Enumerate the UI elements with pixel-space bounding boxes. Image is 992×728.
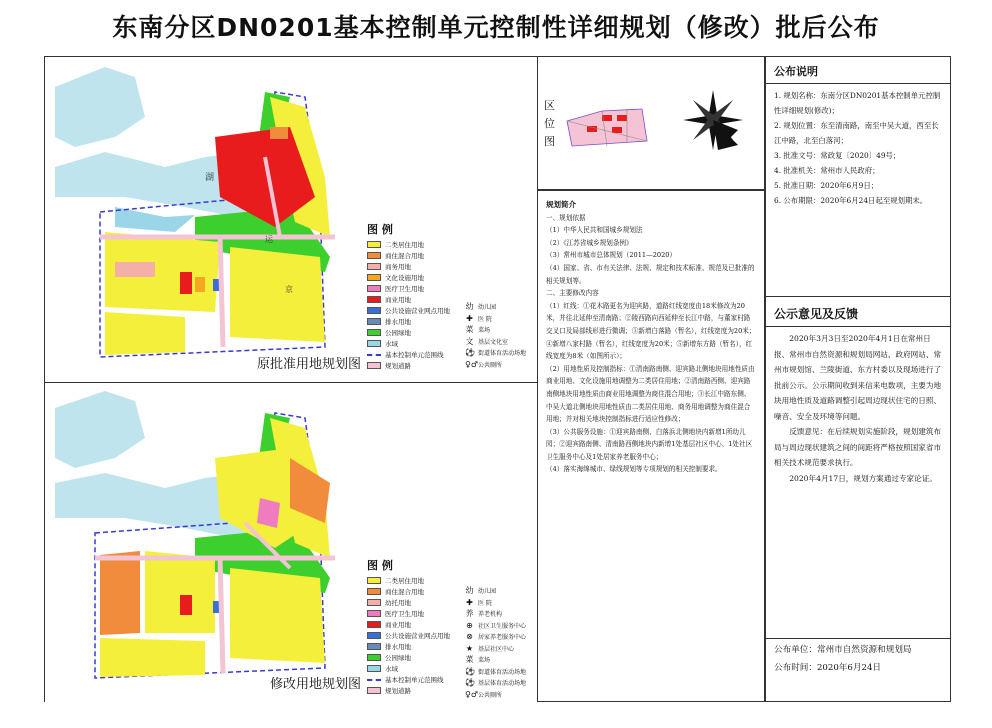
river-label: 运 [265,235,273,244]
legend-label: 商住混合用地 [385,588,424,596]
symbol-label: 公共厕所 [478,691,503,699]
legend-title-revised: 图 例 [367,559,393,572]
symbols_b-symbol-item [465,643,526,655]
page-title: 东南分区DN0201基本控制单元控制性详细规划（修改）批后公布 [112,13,880,42]
intro-line: （4）国家、省、市有关法律、法规、规定和技术标准、规范及已批准的相关规划等。 [546,263,755,285]
sports-icon: ⚽ [465,348,475,358]
symbols_b-symbol-item [465,654,526,666]
hospital-icon: ✚ [466,597,473,607]
symbol-label: 街道体育活动场地 [478,350,527,358]
legend-swatch [367,621,381,628]
hospital-icon: ✚ [466,313,473,323]
symbols_a-symbol-item [465,347,526,359]
intro-line: 一、规划依据 [546,213,586,222]
legend_a-legend-item [367,283,535,294]
feedback-paragraph: 2020年4月17日，规划方案通过专家论证。 [789,473,937,483]
legend-label: 幼托用地 [385,599,411,607]
legend_a-legend-item [367,250,535,261]
intro-line: （3）公共服务设施：①迎宾路南侧、白落浜北侧地块内新增1所幼儿园；②迎宾路南侧、清南路西侧地块内新增1处基层社区中心、1处社区卫生服务中心及1处居家养老服务中心； [546,427,753,461]
basic-sports-icon: ⚽ [465,678,475,688]
symbol-label: 基层文化室 [478,338,509,346]
legend-swatch [367,263,381,270]
north-arrow-icon [678,85,748,155]
legend-label: 基本控制单元范围线 [385,351,444,359]
symbol-label: 基层体育活动场地 [478,680,527,688]
legend_a-legend-item [367,272,535,283]
symbols_a-symbol-item [465,336,526,348]
notice-line: 5. 批准日期：2020年6月9日； [774,181,879,190]
symbols_b-symbol-item [465,597,526,609]
original-plan-map [44,56,537,382]
symbol-label: 基层社区中心 [478,645,515,653]
symbol-label: 社区卫生服务中心 [478,622,527,630]
symbol-label: 菜场 [478,327,491,335]
legend-swatch [367,329,381,336]
legend-swatch [367,340,381,347]
legend-label: 医疗卫生用地 [385,285,424,293]
legend-swatch [367,599,381,606]
elderly-care-icon: 养 [465,609,474,619]
facility-symbols-revised [465,585,526,700]
intro-line: （2）用地性质及控制指标：①清南路南侧、迎宾路北侧地块用地性质由商业用地、文化设施用地调整为二类居住用地；②清南路西侧、迎宾路南侧地块用地性质由商业用地调整为商住混合用地；③长江中路东侧、中吴大道北侧地块用地性质由二类居住用地、商务用地调整为商住混合用地；并对相关地块控制指标进行适应性修改； [546,364,755,424]
symbol-label: 幼儿园 [478,588,497,596]
notice-line: 1. 规划名称：东南分区DN0201基本控制单元控制性详细规划(修改)； [774,91,941,115]
symbols_b-symbol-item [465,666,526,678]
symbols_b-symbol-item [465,620,526,632]
symbol-label: 街道体育活动场地 [478,668,527,676]
legend-label: 商住混合用地 [385,252,424,260]
legend-swatch [367,362,381,369]
legend_a-legend-item [367,239,535,250]
symbols_a-symbol-item [465,313,526,325]
location-map-label: 区位图 [544,99,555,148]
legend-swatch [367,654,381,661]
legend-swatch [367,632,381,639]
legend-swatch [367,679,381,681]
legend-swatch [367,643,381,650]
intro-heading: 规划简介 [546,200,576,209]
vegetable-market-icon: 菜 [465,325,474,335]
feedback-paragraph: 2020年3月3日至2020年4月1日在常州日报、常州市自然资源和规划局网站、政府网站、常州市规划馆、兰陵街道、东方村委以及现场进行了批前公示。公示期间收到来信来电数项，主要为地块用地性质及道路调整引起周边现状住宅的日照、噪音、安全及环境等问题。 [774,334,942,421]
legend-label: 排水用地 [385,318,411,326]
legend-swatch [367,252,381,259]
symbol-label: 医 院 [478,599,492,607]
toilet-icon: ♀♂ [465,359,479,369]
community-center-icon: ★ [465,643,474,653]
symbol-label: 公共厕所 [478,361,503,369]
revised-plan-map [44,382,537,702]
legend_a-legend-item [367,261,535,272]
planning-intro-panel [537,190,765,702]
kindergarten-icon: 幼 [465,586,474,596]
kindergarten-icon: 幼 [465,302,474,312]
symbols_a-symbol-item [465,324,526,336]
legend-label: 基本控制单元范围线 [385,676,444,684]
parcel-label: 京 [285,285,293,294]
legend-swatch [367,318,381,325]
legend-label: 排水用地 [385,643,411,651]
legend-title: 图 例 [367,223,393,236]
legend-label: 水域 [385,665,398,673]
location-map-thumbnail [562,71,652,166]
legend-label: 医疗卫生用地 [385,610,424,618]
legend-swatch [367,354,381,356]
legend-swatch [367,577,381,584]
legend-swatch [367,307,381,314]
intro-line: （4）落实海绵城市、绿线规划等专项规划的相关控制要求。 [546,465,722,474]
original-plan-label: 原批准用地规划图 [254,352,364,373]
legend-label: 公共设施营业网点用地 [385,307,450,315]
notice-line: 6. 公布期限：2020年6月24日起至规划期末。 [774,196,928,205]
location-map-panel [537,56,765,190]
symbol-label: 菜场 [478,657,491,665]
legend-label: 公共设施营业网点用地 [385,632,450,640]
symbols_b-symbol-item [465,585,526,597]
symbol-label: 居家养老服务中心 [478,634,527,642]
legend-label: 规划道路 [385,362,411,370]
publish-unit: 公布单位：常州市自然资源和规划局 [774,645,912,655]
feedback-heading: 公示意见及反馈 [774,307,859,321]
legend-label: 二类居住用地 [385,577,424,585]
intro-line: 二、主要修改内容 [546,289,599,298]
community-health-icon: ⊕ [466,620,473,630]
symbols_b-symbol-item [465,677,526,689]
notice-line: 2. 规划位置：东至清南路，南至中吴大道，西至长江中路，北至白落河； [774,121,939,145]
legend-swatch [367,241,381,248]
legend-label: 商务用地 [385,263,411,271]
legend-swatch [367,274,381,281]
notice-line: 3. 批准文号：常政复〔2020〕49号； [774,151,901,160]
notice-line: 4. 批准机关：常州市人民政府； [774,166,880,175]
legend-swatch [367,665,381,672]
symbols_a-symbol-item [465,359,526,371]
symbols_b-symbol-item [465,689,526,701]
publish-info [774,641,912,677]
notice-heading: 公布说明 [774,65,818,78]
symbol-label: 幼儿园 [478,304,497,312]
cultural-station-icon: 文 [465,336,474,346]
revised-plan-label: 修改用地规划图 [267,672,364,693]
symbols_a-symbol-item [465,301,526,313]
intro-line: （3）常州市城市总体规划（2011—2020） [546,251,677,260]
intro-line: （1）红线：①花木路更名为迎宾路，道路红线宽度由18米修改为20米，并往北延伸至清南路；②陵西路向西延伸至长江中路，与董家村路交叉口及局部线形进行微调；③新增白落路（暂名），红线宽度为20米；④新增八家村路（暂名），红线宽度为20米；⑤新增东方路（暂名），红线宽度为8米（如图所示）； [546,301,756,361]
legend-swatch [367,610,381,617]
feedback-paragraph: 反馈意见：在后续规划实施阶段，规划建筑布局与周边现状建筑之间的间距将严格按照国家省市相关技术规范要求执行。 [774,427,942,467]
facility-symbols-original [465,301,526,370]
lake-label: 湖 [205,173,215,183]
intro-line: （2）《江苏省城乡规划条例》 [546,238,633,247]
legend-swatch [367,296,381,303]
legend-label: 商业用地 [385,621,411,629]
publish-date: 公布时间：2020年6月24日 [774,663,882,673]
vegetable-market-icon: 菜 [465,655,474,665]
legend-label: 水域 [385,340,398,348]
symbol-label: 养老机构 [478,611,503,619]
symbols_b-symbol-item [465,631,526,643]
legend-label: 公园绿地 [385,329,411,337]
legend-label: 商业用地 [385,296,411,304]
toilet-icon: ♀♂ [465,689,479,699]
legend-swatch [367,285,381,292]
legend-label: 二类居住用地 [385,241,424,249]
symbol-label: 医 院 [478,315,492,323]
legend-swatch [367,687,381,694]
intro-line: （1）中华人民共和国城乡规划法 [546,226,643,235]
home-care-icon: ⊗ [466,632,473,642]
symbols_b-symbol-item [465,608,526,620]
legend-label: 文化设施用地 [385,274,424,282]
legend-swatch [367,588,381,595]
notice-column [765,56,951,702]
legend-label: 规划道路 [385,687,411,695]
legend-label: 公园绿地 [385,654,411,662]
street-sports-icon: ⚽ [465,666,475,676]
